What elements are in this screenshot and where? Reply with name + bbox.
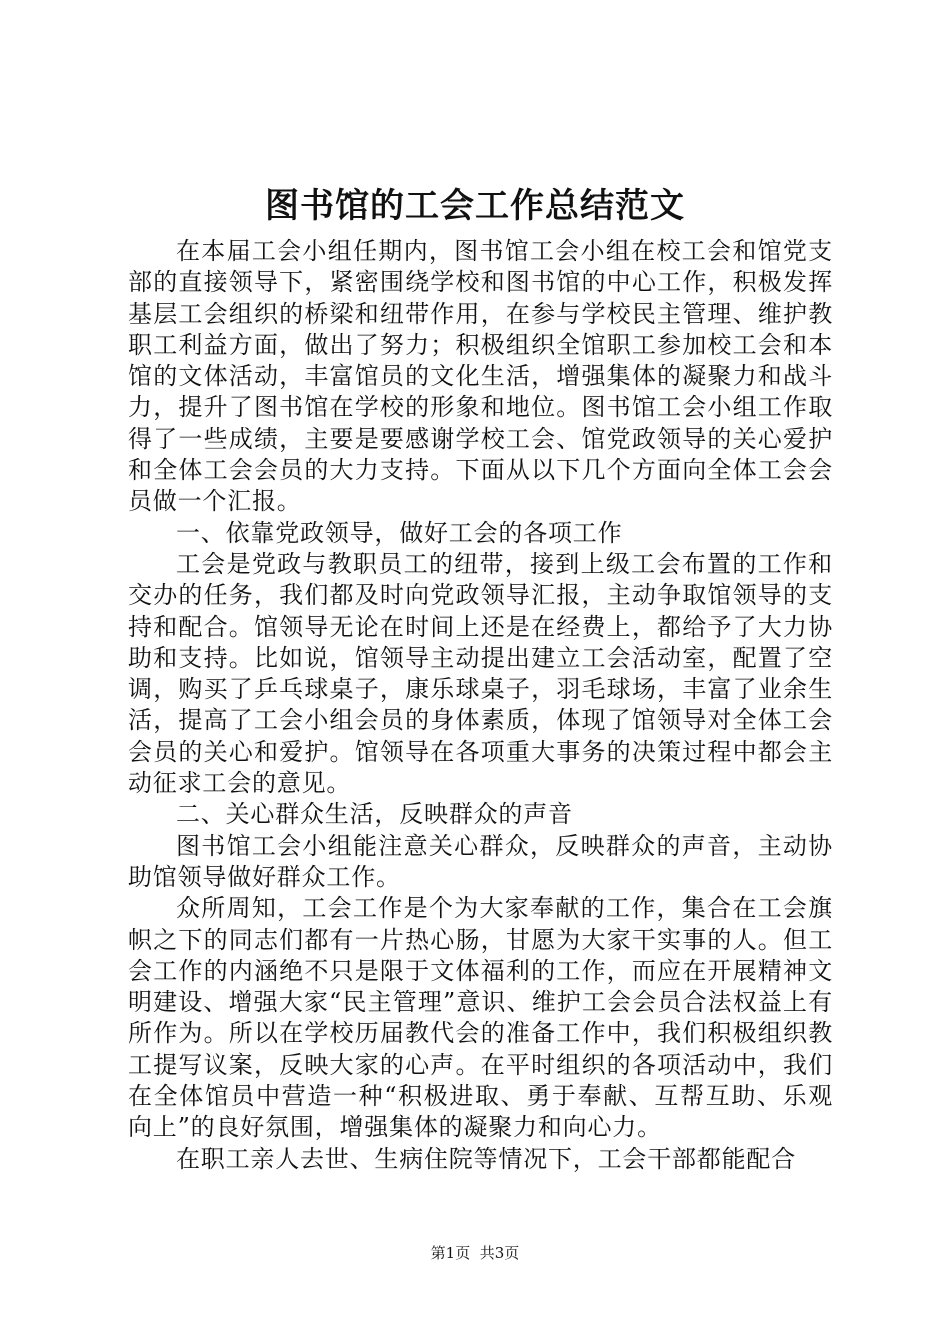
section-heading-2: 二、关心群众生活，反映群众的声音: [176, 800, 573, 829]
paragraph-section-2a: 图书馆工会小组能注意关心群众，反映群众的声音，主动协助馆领导做好群众工作。: [128, 831, 833, 891]
page-total: 共3页: [479, 1244, 520, 1262]
page-number: 第1页: [430, 1244, 471, 1262]
paragraph-section-2c: 在职工亲人去世、生病住院等情况下，工会干部都能配合: [176, 1144, 796, 1173]
page-footer: [0, 1243, 950, 1263]
document-body: [128, 236, 833, 1175]
paragraph-section-2b: 众所周知，工会工作是个为大家奉献的工作，集合在工会旗帜之下的同志们都有一片热心肠，甘愿为大家干实事的人。但工会工作的内涵绝不只是限于文体福利的工作，而应在开展精神文明建设、增强大家“民主管理”意识、维护工会会员合法权益上有所作为。所以在学校历届教代会的准备工作中，我们积极组织教工提写议案，反映大家的心声。在平时组织的各项活动中，我们在全体馆员中营造一种“积极进取、勇于奉献、互帮互助、乐观向上”的良好氛围，增强集体的凝聚力和向心力。: [128, 894, 833, 1142]
section-heading-1: 一、依靠党政领导，做好工会的各项工作: [176, 518, 623, 547]
paragraph-section-1: 工会是党政与教职员工的纽带，接到上级工会布置的工作和交办的任务，我们都及时向党政领导汇报，主动争取馆领导的支持和配合。馆领导无论在时间上还是在经费上，都给予了大力协助和支持。比如说，馆领导主动提出建立工会活动室，配置了空调，购买了乒乓球桌子，康乐球桌子，羽毛球场，丰富了业余生活，提高了工会小组会员的身体素质，体现了馆领导对全体工会会员的关心和爱护。馆领导在各项重大事务的决策过程中都会主动征求工会的意见。: [128, 549, 833, 798]
paragraph-intro: 在本届工会小组任期内，图书馆工会小组在校工会和馆党支部的直接领导下，紧密围绕学校和图书馆的中心工作，积极发挥基层工会组织的桥梁和纽带作用，在参与学校民主管理、维护教职工利益方面，做出了努力；积极组织全馆职工参加校工会和本馆的文体活动，丰富馆员的文化生活，增强集体的凝聚力和战斗力，提升了图书馆在学校的形象和地位。图书馆工会小组工作取得了一些成绩，主要是要感谢学校工会、馆党政领导的关心爱护和全体工会会员的大力支持。下面从以下几个方面向全体工会会员做一个汇报。: [128, 237, 833, 516]
document-title: 图书馆的工会工作总结范文: [265, 186, 685, 226]
